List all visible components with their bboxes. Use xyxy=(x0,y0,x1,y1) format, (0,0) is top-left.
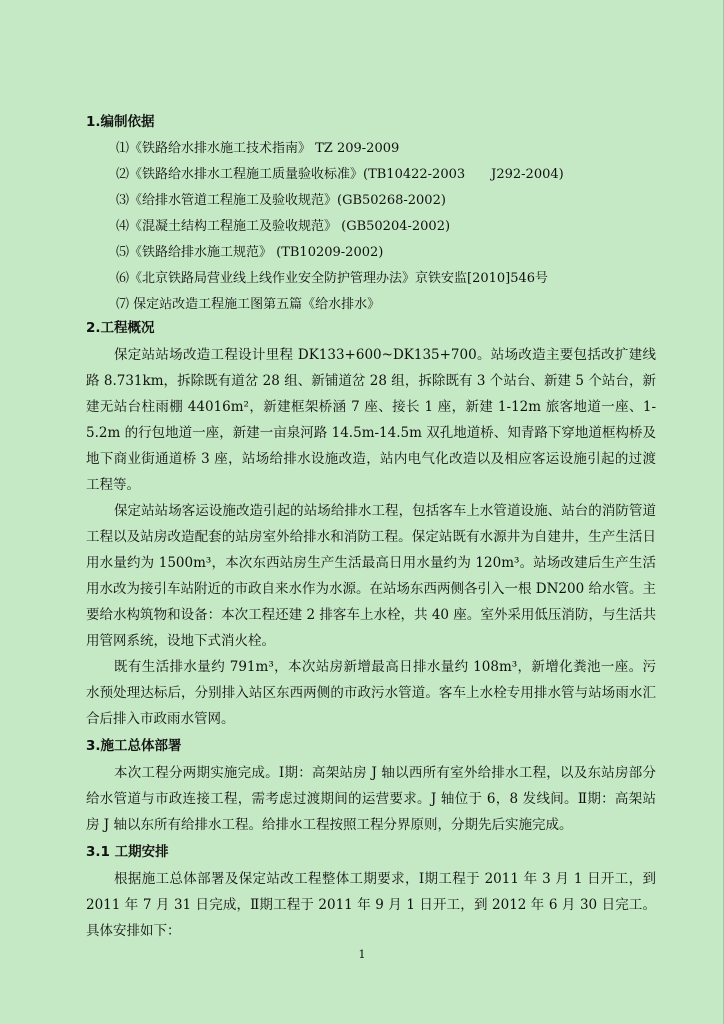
reference-list xyxy=(116,136,656,318)
reference-item: ⑸《铁路给排水施工规范》 (TB10209-2002) xyxy=(116,245,384,260)
section-heading-1: 1.编制依据 xyxy=(86,114,155,130)
reference-item: ⑹《北京铁路局营业线上线作业安全防护管理办法》京铁安监[2010]546号 xyxy=(116,271,549,286)
section-heading-3-1: 3.1 工期安排 xyxy=(86,844,169,860)
paragraph: 根据施工总体部署及保定站改工程整体工期要求，Ⅰ期工程于 2011 年 3 月 1 日开工，到 2011 年 7 月 31 日完成，Ⅱ期工程于 2011 年 9 月 1 日开工，到 2012 年 6 月 30 日完工。具体安排如下： xyxy=(86,871,656,939)
reference-item: ⑴《铁路给水排水施工技术指南》 TZ 209-2009 xyxy=(116,141,400,156)
reference-item: ⑵《铁路给水排水工程施工质量验收标准》(TB10422-2003 J292-2004) xyxy=(116,167,564,182)
reference-item: ⑶《给排水管道工程施工及验收规范》(GB50268-2002) xyxy=(116,193,446,208)
section-heading-2: 2.工程概况 xyxy=(86,320,155,336)
paragraph: 本次工程分两期实施完成。Ⅰ期：高架站房 J 轴以西所有室外给排水工程，以及东站房部分给水管道与市政连接工程，需考虑过渡期间的运营要求。J 轴位于 6，8 发线间。Ⅱ期：高架站房 J 轴以东所有给排水工程。给排水工程按照工程分界原则，分期先后实施完成。 xyxy=(86,765,656,833)
reference-item: ⑺ 保定站改造工程施工图第五篇《给水排水》 xyxy=(116,297,381,312)
paragraph: 保定站站场客运设施改造引起的站场给排水工程，包括客车上水管道设施、站台的消防管道工程以及站房改造配套的站房室外给排水和消防工程。保定站既有水源井为自建井，生产生活日用水量约为 1500m³，本次东西站房生产生活最高日用水量约为 120m³。站场改建后生产生活用水改为接引车站附近的市政自来水作为水源。在站场东西两侧各引入一根 DN200 给水管。主要给水构筑物和设备：本次工程还建 2 排客车上水栓，共 40 座。室外采用低压消防，与生活共用管网系统，设地下式消火栓。 xyxy=(86,503,656,649)
page-number: 1 xyxy=(358,948,366,961)
reference-item: ⑷《混凝土结构工程施工及验收规范》 (GB50204-2002) xyxy=(116,219,451,234)
document-body xyxy=(86,112,656,944)
section-heading-3: 3.施工总体部署 xyxy=(86,738,182,754)
paragraph: 既有生活排水量约 791m³，本次站房新增最高日排水量约 108m³，新增化粪池一座。污水预处理达标后，分别排入站区东西两侧的市政污水管道。客车上水栓专用排水管与站场雨水汇合后排入市政雨水管网。 xyxy=(86,659,656,727)
paragraph: 保定站站场改造工程设计里程 DK133+600~DK135+700。站场改造主要包括改扩建线路 8.731km，拆除既有道岔 28 组、新铺道岔 28 组，拆除既有 3 个站台、新建 5 个站台，新建无站台柱雨棚 44016m²，新建框架桥涵 7 座、接长 1 座，新建 1-12m 旅客地道一座、1-5.2m 的行包地道一座，新建一亩泉河路 14.5m-14.5m 双孔地道桥、知青路下穿地道框构桥及地下商业街通道桥 3 座，站场给排水设施改造，站内电气化改造以及相应客运设施引起的过渡工程等。 xyxy=(86,347,656,493)
